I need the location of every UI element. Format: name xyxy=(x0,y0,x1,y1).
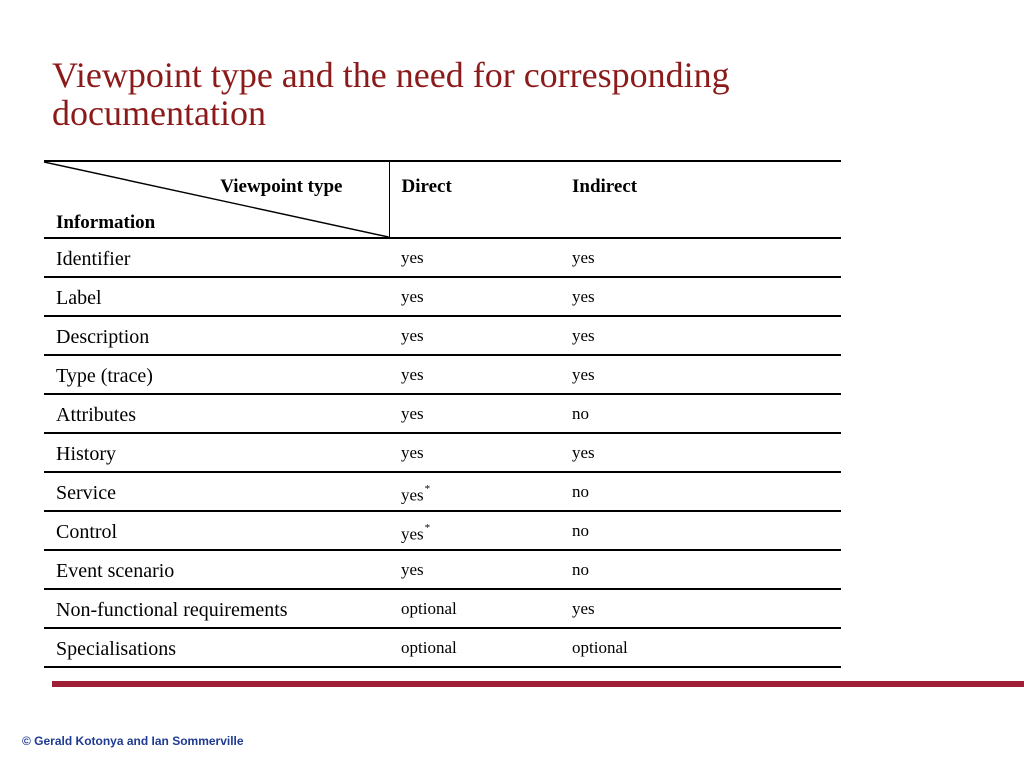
information-label: Information xyxy=(56,212,156,233)
indirect-cell: no xyxy=(572,482,589,501)
column-header-indirect xyxy=(560,161,841,238)
info-cell: Identifier xyxy=(56,248,131,270)
indirect-cell: no xyxy=(572,404,589,423)
info-cell: Label xyxy=(56,287,102,309)
footnote-mark: * xyxy=(424,483,431,495)
table-row xyxy=(44,589,841,628)
direct-cell xyxy=(389,511,560,550)
direct-cell xyxy=(389,433,560,472)
indirect-cell: yes xyxy=(572,287,595,306)
table-header-row xyxy=(44,161,841,238)
indirect-cell: optional xyxy=(572,638,628,657)
direct-cell xyxy=(389,589,560,628)
info-cell: Control xyxy=(56,521,118,543)
table-row xyxy=(44,394,841,433)
direct-value: optional xyxy=(401,638,457,657)
info-cell: Description xyxy=(56,326,150,348)
info-cell: Non-functional requirements xyxy=(56,599,288,621)
diagonal-header-cell xyxy=(44,161,389,238)
slide-title: Viewpoint type and the need for corresponding documentation xyxy=(52,55,730,133)
direct-value: yes xyxy=(401,485,424,505)
direct-value: yes xyxy=(401,287,424,306)
info-cell: Event scenario xyxy=(56,560,175,582)
column-header-direct xyxy=(389,161,560,238)
direct-label: Direct xyxy=(401,176,452,197)
indirect-cell: no xyxy=(572,560,589,579)
table-row xyxy=(44,277,841,316)
footer-divider-bar xyxy=(52,681,1024,687)
direct-cell xyxy=(389,628,560,667)
footnote-mark: * xyxy=(424,522,431,534)
direct-value: yes xyxy=(401,443,424,462)
direct-value: yes xyxy=(401,560,424,579)
direct-value: yes xyxy=(401,524,424,544)
table-row xyxy=(44,355,841,394)
indirect-cell: yes xyxy=(572,248,595,267)
table-row xyxy=(44,433,841,472)
info-cell: Specialisations xyxy=(56,638,176,660)
info-cell: Attributes xyxy=(56,404,136,426)
direct-value: yes xyxy=(401,365,424,384)
table-row xyxy=(44,511,841,550)
table-row xyxy=(44,316,841,355)
indirect-cell: yes xyxy=(572,599,595,618)
indirect-cell: no xyxy=(572,521,589,540)
indirect-cell: yes xyxy=(572,326,595,345)
viewpoint-type-label: Viewpoint type xyxy=(220,176,343,197)
info-cell: Service xyxy=(56,482,116,504)
info-cell: History xyxy=(56,443,116,465)
direct-cell xyxy=(389,316,560,355)
direct-cell xyxy=(389,550,560,589)
direct-value: yes xyxy=(401,326,424,345)
indirect-label: Indirect xyxy=(572,176,638,197)
direct-value: yes xyxy=(401,404,424,423)
direct-value: optional xyxy=(401,599,457,618)
table-body xyxy=(44,238,841,667)
indirect-cell: yes xyxy=(572,365,595,384)
copyright-notice: © Gerald Kotonya and Ian Sommerville xyxy=(22,734,244,748)
table-row xyxy=(44,628,841,667)
direct-cell xyxy=(389,238,560,277)
direct-cell xyxy=(389,394,560,433)
table-row xyxy=(44,550,841,589)
viewpoint-documentation-table xyxy=(44,160,841,668)
table-row xyxy=(44,472,841,511)
info-cell: Type (trace) xyxy=(56,365,153,387)
direct-value: yes xyxy=(401,248,424,267)
direct-cell xyxy=(389,277,560,316)
direct-cell xyxy=(389,472,560,511)
indirect-cell: yes xyxy=(572,443,595,462)
direct-cell xyxy=(389,355,560,394)
table-row xyxy=(44,238,841,277)
